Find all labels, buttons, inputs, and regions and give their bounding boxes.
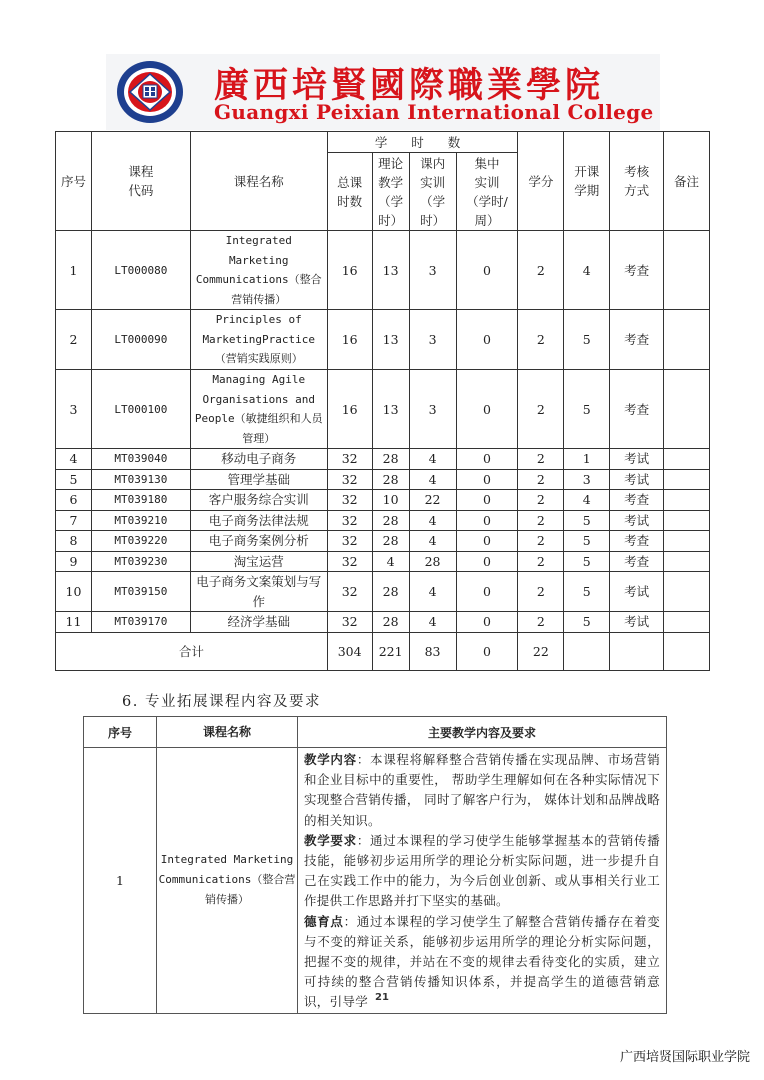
cell-name: Principles of MarketingPractice（营销实践原则）: [190, 310, 327, 370]
header-seq: 序号: [56, 132, 92, 231]
content-table-header: [84, 717, 667, 748]
cell-intensive: 0: [456, 370, 518, 449]
header-course-name: 课程名称: [157, 717, 298, 748]
cell-total: 32: [327, 490, 372, 511]
teaching-content-label: 教学内容: [304, 752, 357, 767]
cell-credit: 2: [518, 469, 564, 490]
cell-practice: 22: [409, 490, 456, 511]
cell-code: LT000100: [91, 370, 190, 449]
cell-remarks: [664, 531, 710, 552]
table-row: [56, 572, 710, 612]
cell-seq: 4: [56, 449, 92, 470]
table-row: [56, 510, 710, 531]
table-row: [56, 551, 710, 572]
cell-practice: 4: [409, 531, 456, 552]
cell-semester: 4: [564, 490, 610, 511]
cell-semester: 5: [564, 510, 610, 531]
header-line: 开课: [574, 164, 600, 179]
cell-remarks: [664, 449, 710, 470]
college-emblem-icon: [116, 60, 184, 124]
table-row: [56, 310, 710, 370]
header-total-hours: [327, 153, 372, 231]
cell-remarks: [664, 231, 710, 310]
cell-assessment: 考查: [610, 370, 664, 449]
cell-semester: 5: [564, 310, 610, 370]
header-code: [91, 132, 190, 231]
header-line: （学时/: [466, 193, 508, 209]
cell-intensive: 0: [456, 310, 518, 370]
total-theory: 221: [372, 632, 409, 670]
cell-credit: 2: [518, 449, 564, 470]
cell-semester: 5: [564, 370, 610, 449]
cell-credit: 2: [518, 231, 564, 310]
header-line: 集中: [474, 155, 500, 171]
cell-remarks: [664, 490, 710, 511]
header-line: 实训: [474, 174, 500, 190]
table-row: [56, 531, 710, 552]
content-description: [298, 748, 667, 1014]
total-label: 合计: [56, 632, 328, 670]
cell-intensive: 0: [456, 490, 518, 511]
cell-assessment: 考查: [610, 490, 664, 511]
content-row: [84, 748, 667, 1014]
header-line: 时）: [378, 212, 404, 228]
cell-remarks: [664, 310, 710, 370]
cell-code: MT039180: [91, 490, 190, 511]
total-intensive: 0: [456, 632, 518, 670]
cell-credit: 2: [518, 572, 564, 612]
school-name-en: Guangxi Peixian International College: [214, 100, 654, 124]
cell-semester: 5: [564, 612, 610, 633]
cell-code: LT000080: [91, 231, 190, 310]
header-line: 理论: [378, 155, 404, 171]
cell-assessment: 考试: [610, 469, 664, 490]
cell-name: 电子商务法律法规: [190, 510, 327, 531]
cell-credit: 2: [518, 490, 564, 511]
header-main-content: 主要教学内容及要求: [298, 717, 667, 748]
cell-remarks: [664, 572, 710, 612]
header-line: 教学: [378, 174, 404, 190]
cell-code: MT039210: [91, 510, 190, 531]
page-footer: 广西培贤国际职业学院: [620, 1050, 751, 1065]
moral-education-paragraph: [304, 912, 660, 1013]
cell-theory: 28: [372, 469, 409, 490]
cell-seq: 3: [56, 370, 92, 449]
cell-theory: 13: [372, 370, 409, 449]
cell-remarks: [664, 510, 710, 531]
cell-intensive: 0: [456, 449, 518, 470]
header-credit: 学分: [518, 132, 564, 231]
cell-assessment: 考查: [610, 531, 664, 552]
cell-intensive: 0: [456, 551, 518, 572]
cell-assessment: 考试: [610, 612, 664, 633]
header-line: 考核: [624, 164, 650, 179]
total-semester: [564, 632, 610, 670]
teaching-requirement-text: ：通过本课程的学习使学生能够掌握基本的营销传播技能，能够初步运用所学的理论分析实际问题，进一步提升自己在实践工作中的能力，为今后创业创新、或从事相关行业工作提供工作思路并打下坚实的基础。: [304, 832, 661, 909]
header-name: 课程名称: [190, 132, 327, 231]
cell-theory: 28: [372, 572, 409, 612]
cell-name: 管理学基础: [190, 469, 327, 490]
cell-semester: 1: [564, 449, 610, 470]
cell-name: Managing Agile Organisations and People（敏捷组织和人员管理）: [190, 370, 327, 449]
cell-code: LT000090: [91, 310, 190, 370]
cell-semester: 5: [564, 572, 610, 612]
header-semester: [564, 132, 610, 231]
cell-total: 32: [327, 449, 372, 470]
cell-theory: 4: [372, 551, 409, 572]
cell-practice: 4: [409, 469, 456, 490]
header-banner: [106, 54, 660, 130]
cell-code: MT039220: [91, 531, 190, 552]
table-row: [56, 469, 710, 490]
header-intensive: [456, 153, 518, 231]
cell-intensive: 0: [456, 510, 518, 531]
cell-practice: 3: [409, 370, 456, 449]
header-hours-group: 学 时 数: [327, 132, 518, 153]
cell-practice: 3: [409, 231, 456, 310]
cell-intensive: 0: [456, 531, 518, 552]
header-line: 时数: [337, 193, 363, 209]
cell-seq: 11: [56, 612, 92, 633]
page-number: 21: [375, 992, 389, 1003]
content-course-name: Integrated Marketing Communications（整合营销传播）: [157, 748, 298, 1014]
cell-code: MT039130: [91, 469, 190, 490]
teaching-requirement-paragraph: [304, 831, 660, 912]
teaching-content-paragraph: [304, 750, 660, 831]
cell-seq: 10: [56, 572, 92, 612]
cell-semester: 4: [564, 231, 610, 310]
total-practice: 83: [409, 632, 456, 670]
header-line: 总课: [337, 174, 363, 190]
total-credit: 22: [518, 632, 564, 670]
cell-code: MT039150: [91, 572, 190, 612]
cell-practice: 28: [409, 551, 456, 572]
cell-credit: 2: [518, 310, 564, 370]
cell-code: MT039040: [91, 449, 190, 470]
cell-practice: 3: [409, 310, 456, 370]
cell-seq: 6: [56, 490, 92, 511]
cell-remarks: [664, 551, 710, 572]
table-row: [56, 449, 710, 470]
cell-seq: 5: [56, 469, 92, 490]
content-table: [83, 716, 667, 1014]
moral-education-label: 德育点: [304, 913, 344, 929]
cell-remarks: [664, 370, 710, 449]
cell-credit: 2: [518, 612, 564, 633]
header-assessment: [610, 132, 664, 231]
course-rows: [56, 231, 710, 633]
cell-seq: 7: [56, 510, 92, 531]
table-row: [56, 231, 710, 310]
header-seq: 序号: [84, 717, 157, 748]
cell-practice: 4: [409, 612, 456, 633]
cell-practice: 4: [409, 449, 456, 470]
table-row: [56, 370, 710, 449]
cell-semester: 5: [564, 551, 610, 572]
cell-remarks: [664, 612, 710, 633]
header-line: 学期: [574, 183, 600, 198]
header-line: 周）: [474, 212, 500, 228]
cell-semester: 5: [564, 531, 610, 552]
cell-semester: 3: [564, 469, 610, 490]
header-line: （学: [420, 193, 446, 209]
content-seq: 1: [84, 748, 157, 1014]
total-assessment: [610, 632, 664, 670]
section-title: 6. 专业拓展课程内容及要求: [122, 694, 321, 710]
total-row: [56, 632, 710, 670]
cell-intensive: 0: [456, 612, 518, 633]
cell-total: 32: [327, 531, 372, 552]
cell-theory: 28: [372, 449, 409, 470]
cell-total: 32: [327, 572, 372, 612]
cell-name: 客户服务综合实训: [190, 490, 327, 511]
cell-theory: 13: [372, 231, 409, 310]
moral-education-text: ：通过本课程的学习使学生了解整合营销传播存在着变与不变的辩证关系，能够初步运用所学的理论分析实际问题，把握不变的规律，并站在不变的规律去看待变化的实质，建立可持续的整合营销传播知识体系，并提高学生的道德营销意识，引导学: [304, 913, 661, 1010]
teaching-content-text: ：本课程将解释整合营销传播在实现品牌、市场营销和企业目标中的重要性， 帮助学生理解如何在各种实际情况下实现整合营销传播， 同时了解客户行为， 媒体计划和品牌战略的相关知识。: [304, 752, 661, 828]
header-theory: [372, 153, 409, 231]
cell-assessment: 考查: [610, 310, 664, 370]
cell-name: 电子商务案例分析: [190, 531, 327, 552]
cell-credit: 2: [518, 551, 564, 572]
course-table: [55, 131, 710, 671]
cell-assessment: 考查: [610, 231, 664, 310]
header-line: 课内: [420, 155, 446, 171]
cell-assessment: 考试: [610, 572, 664, 612]
total-remarks: [664, 632, 710, 670]
cell-assessment: 考试: [610, 449, 664, 470]
cell-theory: 28: [372, 612, 409, 633]
cell-assessment: 考查: [610, 551, 664, 572]
table-row: [56, 612, 710, 633]
cell-theory: 13: [372, 310, 409, 370]
cell-practice: 4: [409, 572, 456, 612]
cell-theory: 10: [372, 490, 409, 511]
header-code-line: 课程: [128, 164, 154, 179]
header-line: 时）: [420, 212, 446, 228]
header-line: 方式: [624, 183, 650, 198]
cell-name: Integrated Marketing Communications（整合营销传播）: [190, 231, 327, 310]
header-code-line: 代码: [128, 183, 154, 198]
teaching-requirement-label: 教学要求: [304, 832, 357, 848]
cell-intensive: 0: [456, 231, 518, 310]
cell-credit: 2: [518, 510, 564, 531]
cell-seq: 1: [56, 231, 92, 310]
cell-seq: 9: [56, 551, 92, 572]
cell-code: MT039230: [91, 551, 190, 572]
cell-name: 淘宝运营: [190, 551, 327, 572]
header-practice: [409, 153, 456, 231]
cell-total: 32: [327, 510, 372, 531]
cell-remarks: [664, 469, 710, 490]
cell-credit: 2: [518, 531, 564, 552]
cell-code: MT039170: [91, 612, 190, 633]
cell-practice: 4: [409, 510, 456, 531]
cell-total: 32: [327, 612, 372, 633]
cell-total: 16: [327, 310, 372, 370]
cell-name: 经济学基础: [190, 612, 327, 633]
cell-assessment: 考试: [610, 510, 664, 531]
cell-intensive: 0: [456, 572, 518, 612]
cell-total: 32: [327, 469, 372, 490]
table-row: [56, 490, 710, 511]
cell-total: 16: [327, 370, 372, 449]
header-remarks: 备注: [664, 132, 710, 231]
cell-total: 16: [327, 231, 372, 310]
cell-intensive: 0: [456, 469, 518, 490]
header-line: （学: [378, 193, 404, 209]
total-hours: 304: [327, 632, 372, 670]
cell-credit: 2: [518, 370, 564, 449]
school-name-cn: 廣西培賢國際職業學院: [214, 65, 605, 106]
cell-theory: 28: [372, 531, 409, 552]
cell-total: 32: [327, 551, 372, 572]
header-line: 实训: [420, 174, 446, 190]
cell-seq: 2: [56, 310, 92, 370]
cell-name: 电子商务文案策划与写作: [190, 572, 327, 612]
cell-theory: 28: [372, 510, 409, 531]
cell-name: 移动电子商务: [190, 449, 327, 470]
cell-seq: 8: [56, 531, 92, 552]
